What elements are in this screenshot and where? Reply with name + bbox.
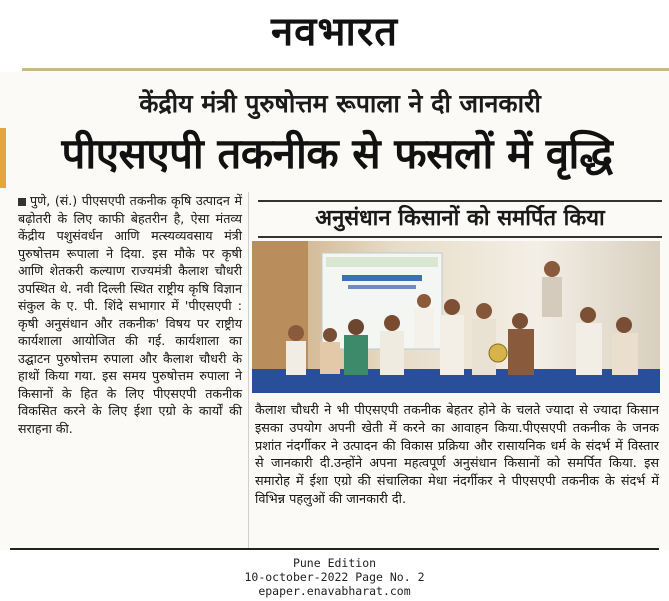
footer-divider [10,548,659,550]
bullet-icon [18,198,26,206]
newspaper-logo: नवभारत [270,9,399,55]
masthead-divider [22,68,669,71]
footer-date-page: 10-october-2022 Page No. 2 [244,570,425,584]
left-column-text: पुणे, (सं.) पीएसएपी तकनीक कृषि उत्पादन में बढ़ोतरी के लिए काफी बेहतरीन है, ऐसा मंतव्य केंद्रीय पशुसंवर्धन आणि मत्स्यव्यवसाय मंत्री पुरुषोत्तम रूपाला ने दिया. इस मौके पर कृषी आणि शेतकरी कल्याण राज्यमंत्री कैलाश चौधरी उपस्थित थे. नवी दिल्ली स्थित राष्ट्रीय कृषि विज्ञान संकुल के ए. पी. शिंदे सभागार में 'पीएसएपी : कृषी अनुसंधान और तकनीक' विषय पर राष्ट्रीय कार्यशाला आयोजित की गई. कार्यशाला का उद्घाटन पुरुषोत्तम रुपाला और कैलाश चौधरी के हाथों किया गया. इस समय पुरुषोत्तम रुपाला ने किसानों के हित के लिए पीएसएपी तकनीक विकसित करने के लिए ईशा एग्रो के कार्यों की सराहना की. [18,193,242,436]
event-photo [252,241,660,393]
article-subhead: अनुसंधान किसानों को समर्पित किया [258,200,662,238]
edge-marker [0,128,6,188]
column-divider [248,192,249,548]
footer-site-link[interactable]: epaper.enavabharat.com [258,584,411,598]
article-kicker: केंद्रीय मंत्री पुरुषोत्तम रूपाला ने दी जानकारी [139,89,541,118]
masthead [0,0,669,62]
article-right-column: कैलाश चौधरी ने भी पीएसएपी तकनीक बेहतर होने के चलते ज्यादा से ज्यादा किसान इसका उपयोग अपनी खेती में करने का आवाहन किया.पीएसएपी तकनीक के जनक प्रशांत नंदर्गीकर ने उत्पादन की विकास प्रक्रिया और रासायनिक धर्म के संदर्भ में विस्तार से जानकारी दी.उन्होंने अपना महत्वपूर्ण अनुसंधान किसानों को समर्पित किया. इस समारोह में ईशा एग्रो की संचालिका मेधा नंदर्गीकर ने पीएसएपी तकनीक के संदर्भ में विभिन्न पहलुओं की जानकारी दी. [255,403,659,507]
footer-edition: Pune Edition [292,556,377,570]
article-headline: पीएसएपी तकनीक से फसलों में वृद्धि [61,129,613,178]
article-left-column [18,192,242,437]
